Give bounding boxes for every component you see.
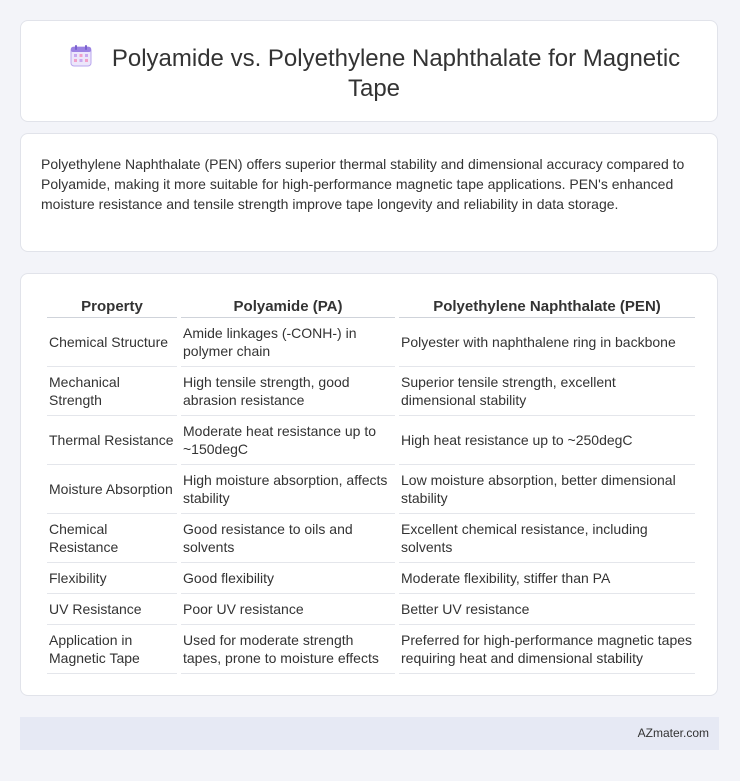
page-title: Polyamide vs. Polyethylene Naphthalate for Magnetic Tape bbox=[111, 45, 681, 102]
summary-text: Polyethylene Naphthalate (PEN) offers superior thermal stability and dimensional accuracy compared to Polyamide, making it more suitable for high-performance magnetic tape applications. PEN's enhanced moisture resistance and tensile strength improve tape longevity and reliability in data storage. bbox=[41, 156, 685, 212]
property-cell: Application in Magnetic Tape bbox=[47, 625, 177, 674]
comparison-card bbox=[20, 273, 718, 696]
header-pen: Polyethylene Naphthalate (PEN) bbox=[399, 296, 695, 318]
table-row bbox=[47, 625, 695, 674]
property-cell: Thermal Resistance bbox=[47, 416, 177, 465]
polyamide-cell: High tensile strength, good abrasion resistance bbox=[181, 367, 395, 416]
table-row bbox=[47, 367, 695, 416]
polyamide-cell: Good flexibility bbox=[181, 563, 395, 594]
property-cell: Mechanical Strength bbox=[47, 367, 177, 416]
pen-cell: Preferred for high-performance magnetic tapes requiring heat and dimensional stability bbox=[399, 625, 695, 674]
footer-bar bbox=[20, 717, 719, 750]
table-row bbox=[47, 416, 695, 465]
pen-cell: Polyester with naphthalene ring in backbone bbox=[399, 318, 695, 367]
table-row bbox=[47, 594, 695, 625]
pen-cell: Low moisture absorption, better dimensional stability bbox=[399, 465, 695, 514]
table-row bbox=[47, 514, 695, 563]
polyamide-cell: High moisture absorption, affects stability bbox=[181, 465, 395, 514]
pen-cell: Moderate flexibility, stiffer than PA bbox=[399, 563, 695, 594]
property-cell: Chemical Structure bbox=[47, 318, 177, 367]
property-cell: Flexibility bbox=[47, 563, 177, 594]
table-header-row bbox=[47, 296, 695, 318]
footer-site-link[interactable]: AZmater.com bbox=[637, 726, 709, 740]
polyamide-cell: Used for moderate strength tapes, prone to moisture effects bbox=[181, 625, 395, 674]
page-title-container bbox=[61, 43, 687, 104]
pen-cell: Excellent chemical resistance, including solvents bbox=[399, 514, 695, 563]
header-property: Property bbox=[47, 296, 177, 318]
property-cell: Chemical Resistance bbox=[47, 514, 177, 563]
title-card bbox=[20, 20, 718, 122]
table-row bbox=[47, 318, 695, 367]
property-cell: Moisture Absorption bbox=[47, 465, 177, 514]
polyamide-cell: Good resistance to oils and solvents bbox=[181, 514, 395, 563]
polyamide-cell: Moderate heat resistance up to ~150degC bbox=[181, 416, 395, 465]
pen-cell: High heat resistance up to ~250degC bbox=[399, 416, 695, 465]
comparison-table bbox=[43, 296, 699, 674]
table-row bbox=[47, 465, 695, 514]
property-cell: UV Resistance bbox=[47, 594, 177, 625]
polyamide-cell: Amide linkages (-CONH-) in polymer chain bbox=[181, 318, 395, 367]
table-row bbox=[47, 563, 695, 594]
pen-cell: Better UV resistance bbox=[399, 594, 695, 625]
calendar-icon bbox=[68, 43, 94, 69]
header-polyamide: Polyamide (PA) bbox=[181, 296, 395, 318]
polyamide-cell: Poor UV resistance bbox=[181, 594, 395, 625]
pen-cell: Superior tensile strength, excellent dimensional stability bbox=[399, 367, 695, 416]
summary-card bbox=[20, 133, 718, 252]
